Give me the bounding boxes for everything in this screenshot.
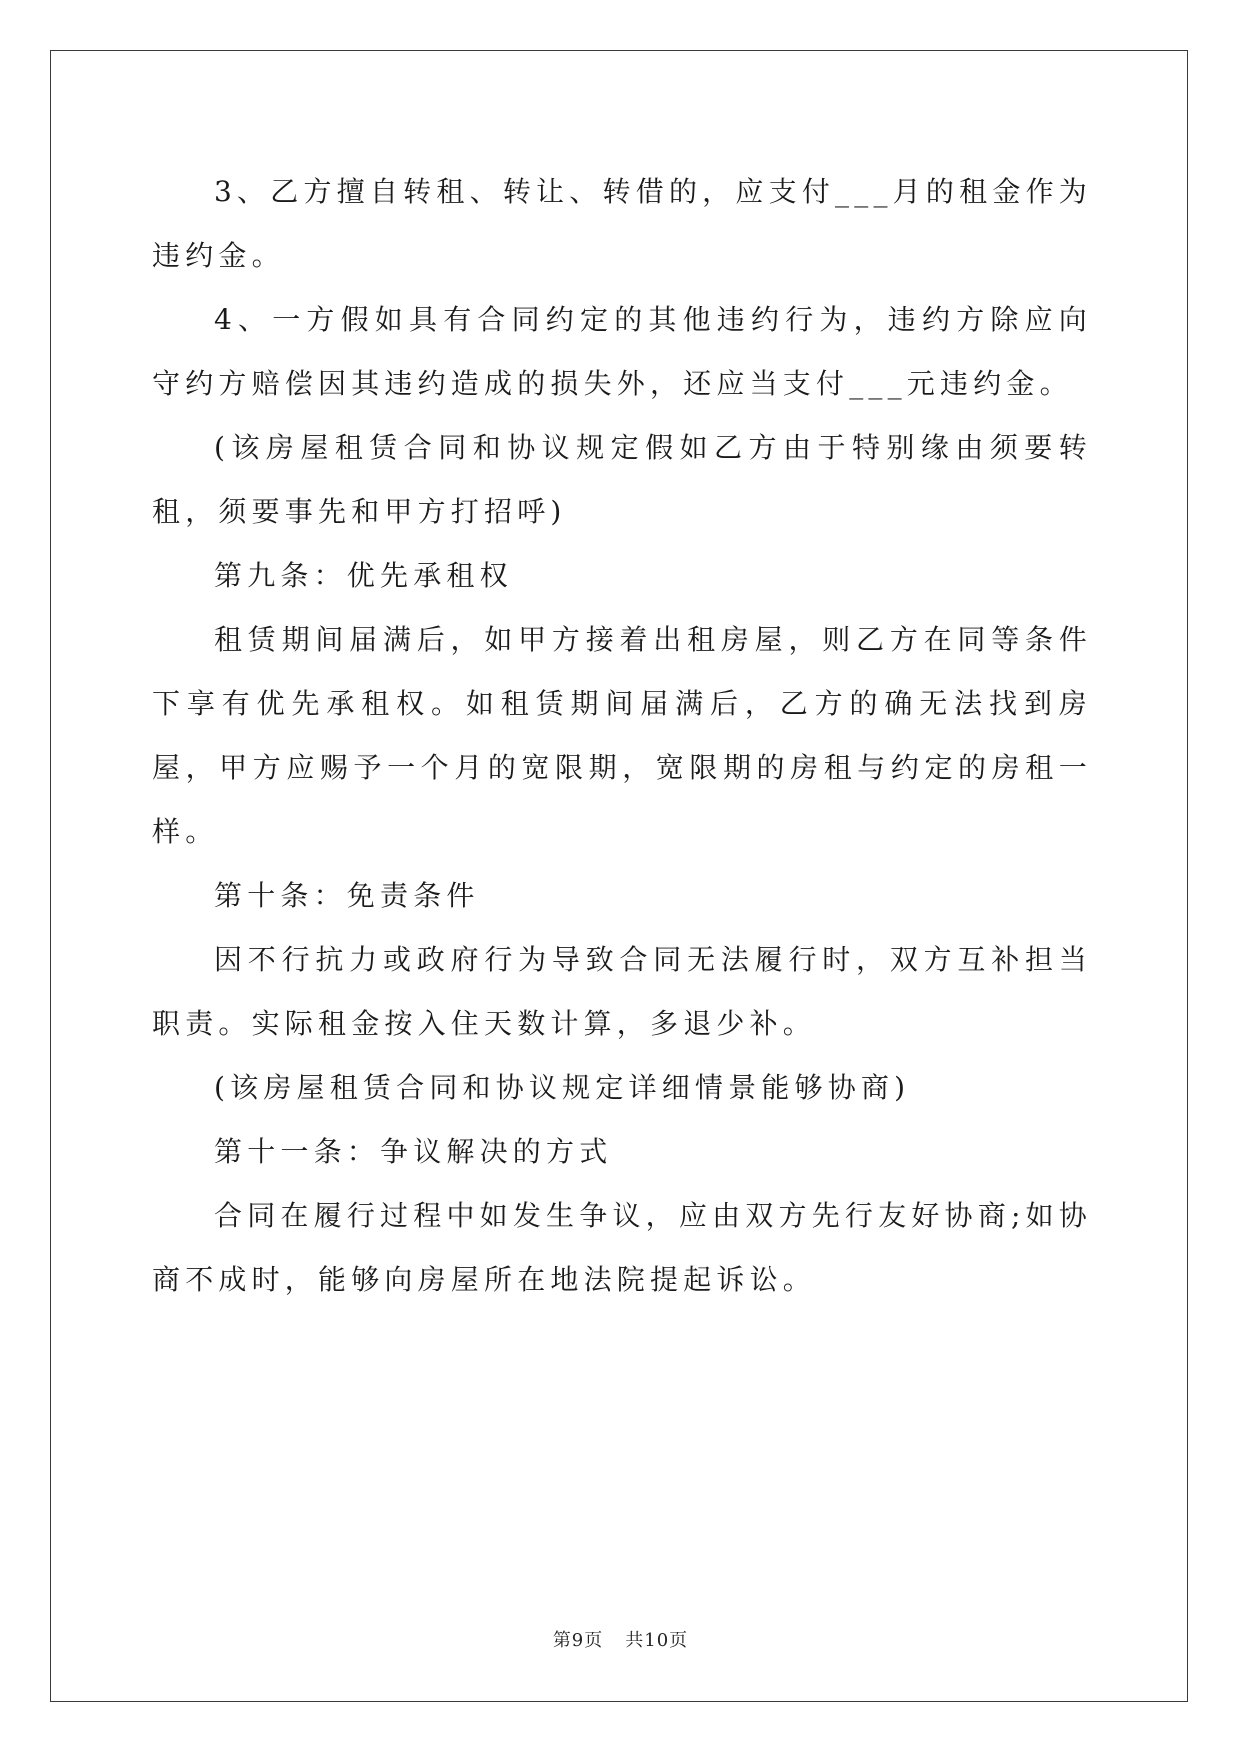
page-footer [0, 1626, 1241, 1652]
section-heading: 第十条：免责条件 [214, 879, 480, 912]
clause-paragraph: 因不行抗力或政府行为导致合同无法履行时，双方互补担当职责。实际租金按入住天数计算，多退少补。 [152, 943, 1092, 1040]
clause-paragraph: 合同在履行过程中如发生争议，应由双方先行友好协商;如协商不成时，能够向房屋所在地法院提起诉讼。 [152, 1199, 1092, 1296]
clause-paragraph: 4、一方假如具有合同约定的其他违约行为，违约方除应向守约方赔偿因其违约造成的损失外，还应当支付___元违约金。 [152, 303, 1092, 400]
document-body [152, 160, 1092, 1312]
page-number: 第9页 [552, 1630, 604, 1651]
page-total: 共10页 [625, 1630, 689, 1651]
note-paragraph: (该房屋租赁合同和协议规定详细情景能够协商) [214, 1071, 911, 1104]
note-paragraph: (该房屋租赁合同和协议规定假如乙方由于特别缘由须要转租，须要事先和甲方打招呼) [152, 431, 1092, 528]
clause-paragraph: 租赁期间届满后，如甲方接着出租房屋，则乙方在同等条件下享有优先承租权。如租赁期间届满后，乙方的确无法找到房屋，甲方应赐予一个月的宽限期，宽限期的房租与约定的房租一样。 [152, 623, 1092, 848]
section-heading: 第十一条：争议解决的方式 [214, 1135, 613, 1168]
clause-paragraph: 3、乙方擅自转租、转让、转借的，应支付___月的租金作为违约金。 [152, 175, 1092, 272]
section-heading: 第九条：优先承租权 [214, 559, 513, 592]
